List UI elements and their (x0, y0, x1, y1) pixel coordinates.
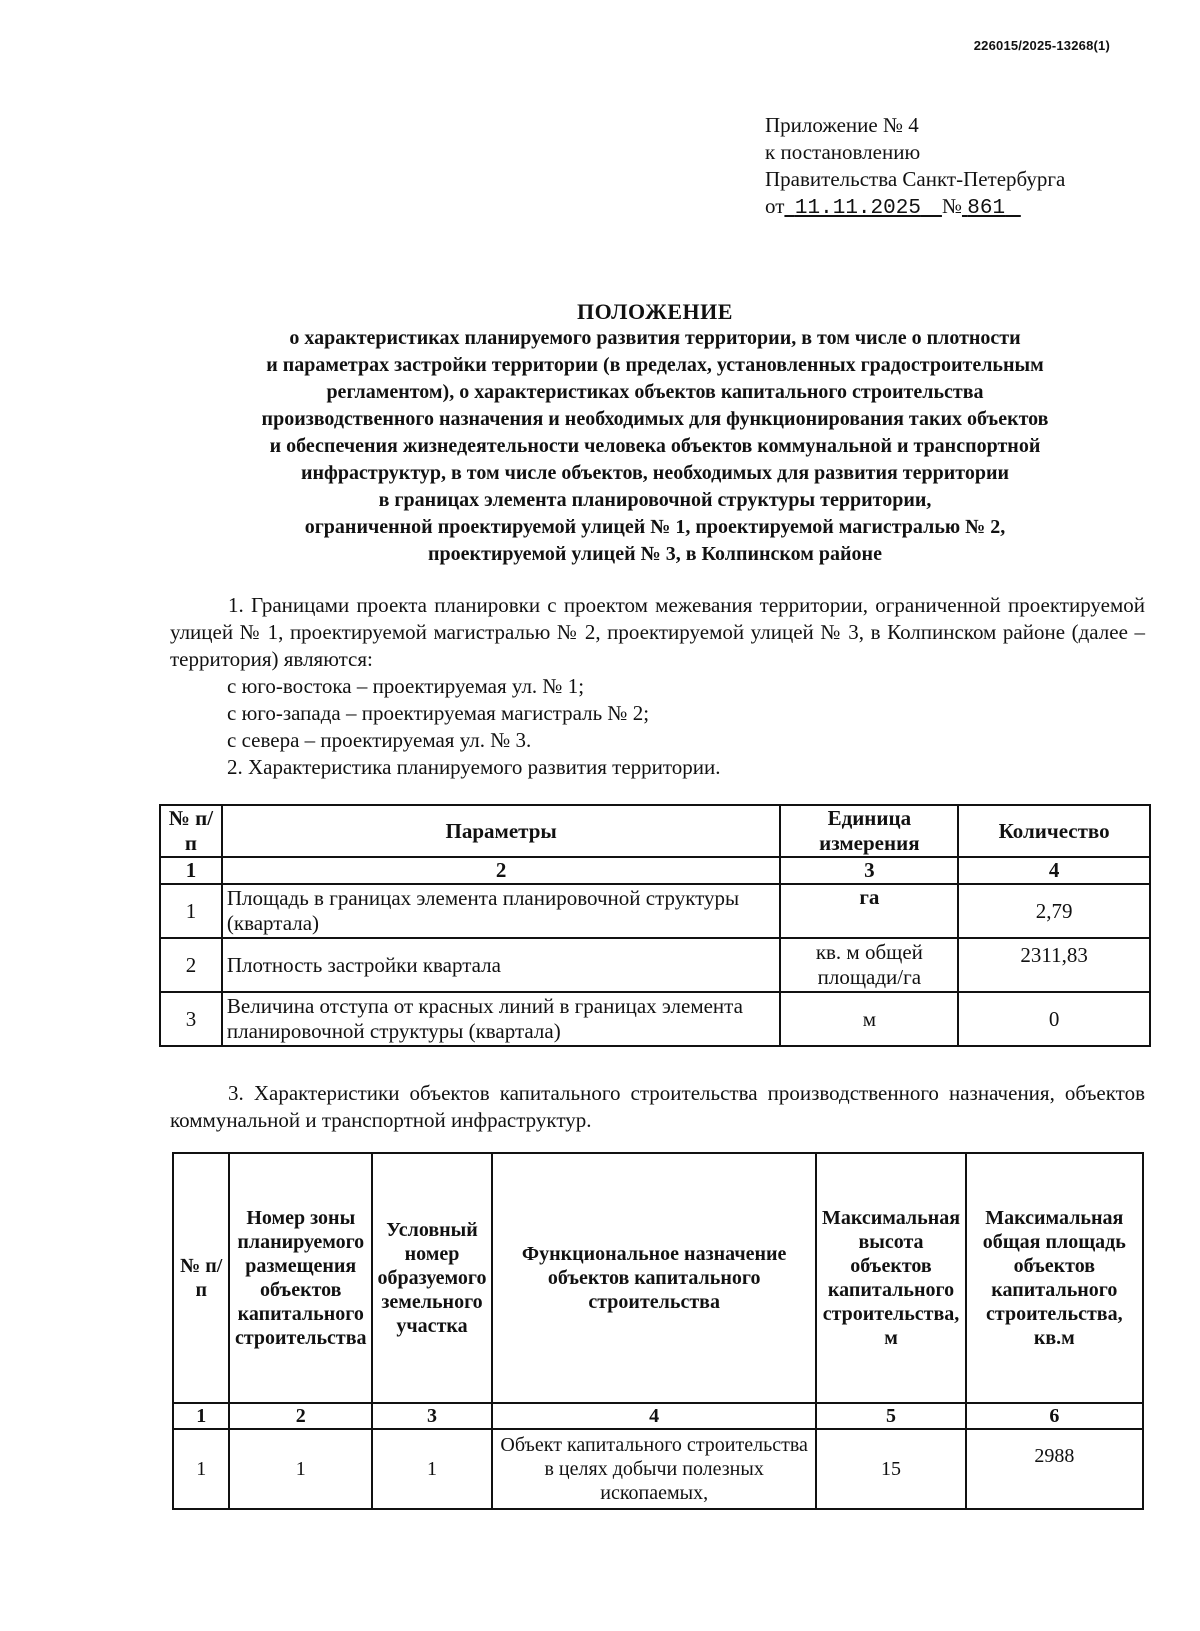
table-row (160, 938, 1150, 992)
column-number: 1 (160, 857, 222, 884)
from-label: от (765, 194, 785, 218)
document-title (150, 298, 1160, 568)
territory-characteristics-table (159, 804, 1151, 1047)
decree-number: 861 (967, 197, 1006, 220)
header-zone: Номер зоны планируемого размещения объектов капитального строительства (229, 1153, 372, 1403)
row-quantity: 2311,83 (958, 938, 1150, 992)
row-plot: 1 (372, 1429, 492, 1509)
row-parameter: Площадь в границах элемента планировочной структуры (квартала) (222, 884, 781, 938)
title-line: и обеспечения жизнедеятельности человека объектов коммунальной и транспортной (269, 435, 1041, 457)
header-unit: Единица измерения (780, 805, 958, 857)
section-1-paragraph: 1. Границами проекта планировки с проектом межевания территории, ограниченной проектируемой улицей № 1, проектируемой магистралью № 2, проектируемой улицей № 3, в Колпинском районе (далее – территория) являются: (170, 593, 1145, 671)
title-line: в границах элемента планировочной структуры территории, (378, 489, 932, 511)
section-2-heading: 2. Характеристика планируемого развития территории. (227, 755, 721, 779)
section-3-paragraph: 3. Характеристики объектов капитального строительства производственного назначения, объектов коммунальной и транспортной инфраструктур. (170, 1081, 1145, 1132)
table-row (160, 992, 1150, 1046)
header-number: № п/п (173, 1153, 229, 1403)
row-number: 1 (160, 884, 222, 938)
section-3 (170, 1080, 1145, 1134)
row-quantity: 2,79 (958, 884, 1150, 938)
header-plot: Условный номер образуемого земельного участка (372, 1153, 492, 1403)
row-unit: га (780, 884, 958, 938)
header-height: Максимальная высота объектов капитального строительства, м (816, 1153, 965, 1403)
title-line: регламентом), о характеристиках объектов капитального строительства (326, 381, 984, 403)
title-line: производственного назначения и необходимых для функционирования таких объектов (261, 408, 1049, 430)
table-header-row (173, 1153, 1143, 1403)
row-parameter: Плотность застройки квартала (222, 938, 781, 992)
row-height: 15 (816, 1429, 965, 1509)
boundary-item: с юго-запада – проектируемая магистраль № 2; (227, 701, 650, 725)
title-main: ПОЛОЖЕНИЕ (577, 299, 733, 324)
row-number: 2 (160, 938, 222, 992)
column-number: 2 (229, 1403, 372, 1429)
row-unit: кв. м общей площади/га (780, 938, 958, 992)
section-1 (170, 592, 1145, 781)
column-number: 5 (816, 1403, 965, 1429)
column-number: 3 (780, 857, 958, 884)
table-row (160, 884, 1150, 938)
row-zone: 1 (229, 1429, 372, 1509)
column-number: 2 (222, 857, 781, 884)
header-quantity: Количество (958, 805, 1150, 857)
document-id: 226015/2025-13268(1) (973, 38, 1110, 53)
row-quantity: 0 (958, 992, 1150, 1046)
header-number: № п/п (160, 805, 222, 857)
column-number-row (173, 1403, 1143, 1429)
row-area: 2988 (966, 1429, 1143, 1509)
table-row (173, 1429, 1143, 1509)
row-number: 3 (160, 992, 222, 1046)
column-number: 4 (492, 1403, 816, 1429)
capital-objects-table (172, 1152, 1144, 1510)
title-line: и параметрах застройки территории (в пределах, установленных градостроительным (266, 354, 1044, 376)
title-line: инфраструктур, в том числе объектов, необходимых для развития территории (300, 462, 1010, 484)
header-area: Максимальная общая площадь объектов капитального строительства, кв.м (966, 1153, 1143, 1403)
column-number: 3 (372, 1403, 492, 1429)
title-line: ограниченной проектируемой улицей № 1, проектируемой магистралью № 2, (304, 516, 1006, 538)
boundary-item: с юго-востока – проектируемая ул. № 1; (227, 674, 585, 698)
appendix-line-3: Правительства Санкт-Петербурга (765, 167, 1066, 191)
column-number-row (160, 857, 1150, 884)
boundary-item: с севера – проектируемая ул. № 3. (227, 728, 532, 752)
table-header-row (160, 805, 1150, 857)
column-number: 4 (958, 857, 1150, 884)
row-unit: м (780, 992, 958, 1046)
header-parameters: Параметры (222, 805, 781, 857)
row-parameter: Величина отступа от красных линий в границах элемента планировочной структуры (квартала) (222, 992, 781, 1046)
header-purpose: Функциональное назначение объектов капитального строительства (492, 1153, 816, 1403)
appendix-line-2: к постановлению (765, 140, 921, 164)
title-line: о характеристиках планируемого развития территории, в том числе о плотности (289, 327, 1021, 349)
appendix-block (765, 112, 1065, 222)
row-number: 1 (173, 1429, 229, 1509)
number-label: № (941, 194, 962, 218)
decree-date: 11.11.2025 (794, 197, 921, 220)
title-line: проектируемой улицей № 3, в Колпинском районе (428, 543, 882, 565)
appendix-date-line (765, 193, 1065, 222)
row-purpose: Объект капитального строительства в целях добычи полезных ископаемых, (492, 1429, 816, 1509)
column-number: 6 (966, 1403, 1143, 1429)
appendix-line-1: Приложение № 4 (765, 113, 919, 137)
column-number: 1 (173, 1403, 229, 1429)
